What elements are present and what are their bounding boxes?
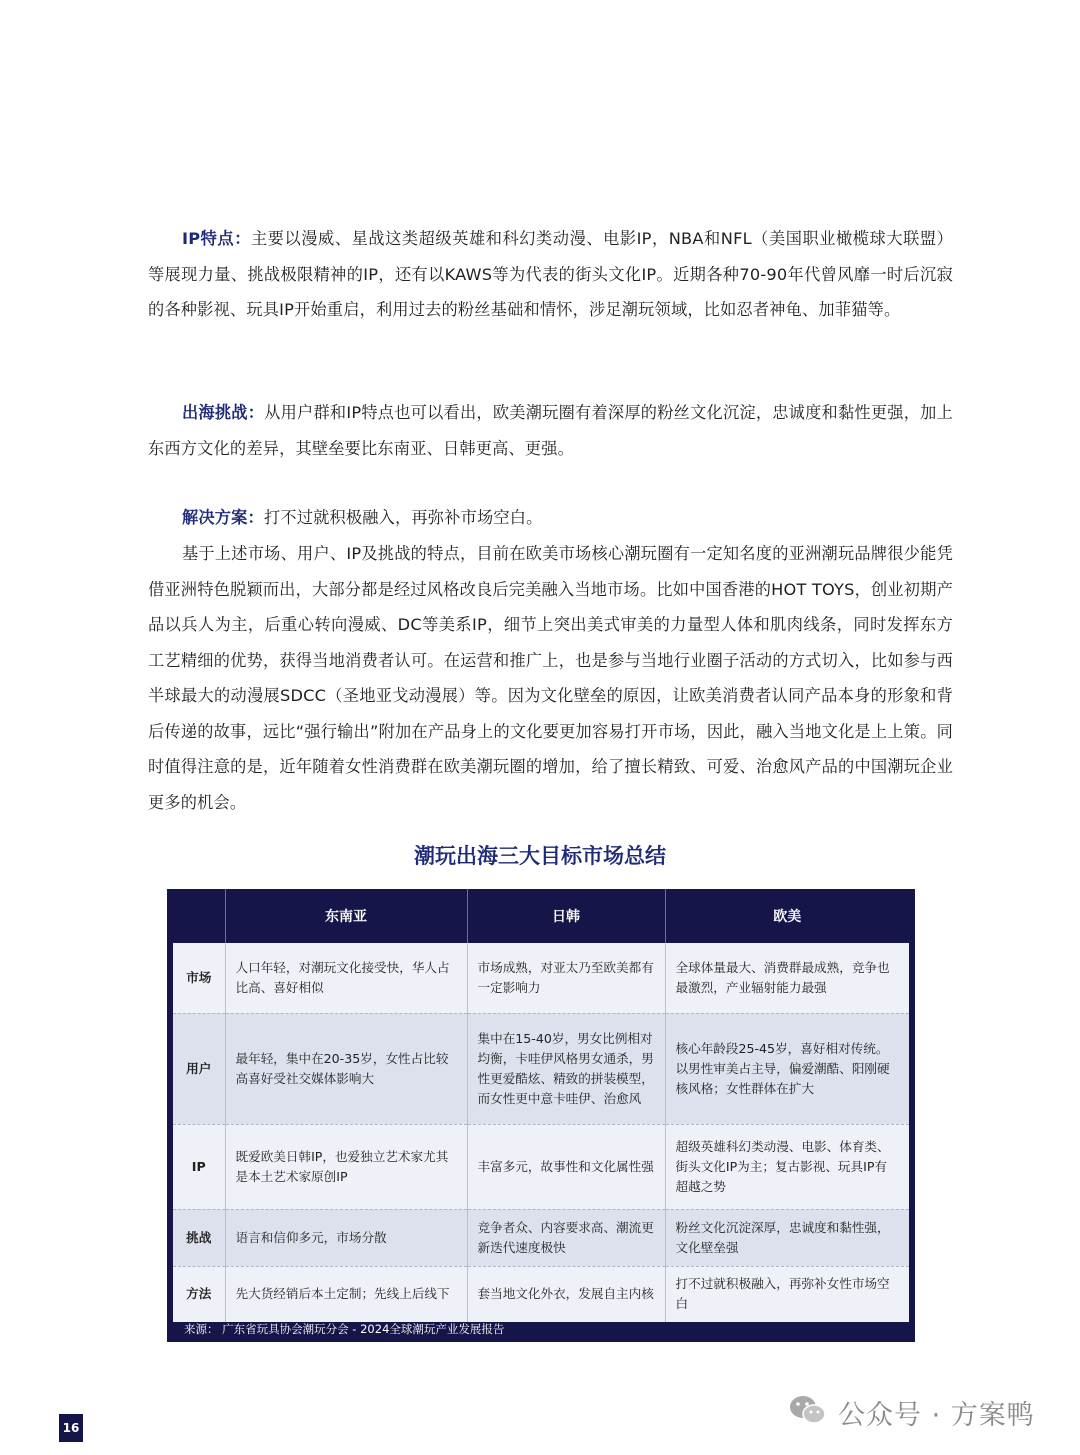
paragraph-text: 基于上述市场、用户、IP及挑战的特点，目前在欧美市场核心潮玩圈有一定知名度的亚洲潮玩品牌很少能凭借亚洲特色脱颖而出，大部分都是经过风格改良后完美融入当地市场。比如中国香港的HOT TOYS，创业初期产品以兵人为主，后重心转向漫威、DC等美系IP，细节上突出美式审美的力量型人体和肌肉线条，同时发挥东方工艺精细的优势，获得当地消费者认可。在运营和推广上，也是参与当地行业圈子活动的方式切入，比如参与西半球最大的动漫展SDCC（圣地亚戈动漫展）等。因为文化壁垒的原因，让欧美消费者认同产品本身的形象和背后传递的故事，远比“强行输出”附加在产品身上的文化要更加容易打开市场，因此，融入当地文化是上上策。同时值得注意的是，近年随着女性消费群在欧美潮玩圈的增加，给了擅长精致、可爱、治愈风产品的中国潮玩企业更多的机会。 (148, 544, 953, 812)
watermark-text: 公众号 · 方案鸭 (838, 1399, 1035, 1431)
table-header-southeast-asia: 东南亚 (225, 889, 467, 943)
table-row-ip (173, 1124, 909, 1209)
market-summary-table (167, 889, 915, 1342)
table-cell: 全球体量最大、消费群最成熟，竞争也最激烈，产业辐射能力最强 (665, 943, 909, 1013)
table-cell: 粉丝文化沉淀深厚，忠诚度和黏性强，文化壁垒强 (665, 1209, 909, 1266)
table-cell: 打不过就积极融入，再弥补女性市场空白 (665, 1266, 909, 1322)
market-table (173, 889, 909, 1322)
paragraph-analysis (148, 536, 953, 820)
row-label: 方法 (173, 1266, 225, 1322)
table-cell: 人口年轻，对潮玩文化接受快，华人占比高、喜好相似 (225, 943, 467, 1013)
table-row-users (173, 1013, 909, 1124)
table-cell: 既爱欧美日韩IP，也爱独立艺术家尤其是本土艺术家原创IP (225, 1124, 467, 1209)
table-cell: 竞争者众、内容要求高、潮流更新迭代速度极快 (467, 1209, 665, 1266)
page-number: 16 (59, 1414, 83, 1442)
table-cell: 套当地文化外衣，发展自主内核 (467, 1266, 665, 1322)
table-cell: 超级英雄科幻类动漫、电影、体育类、街头文化IP为主；复古影视、玩具IP有超越之势 (665, 1124, 909, 1209)
row-label: 市场 (173, 943, 225, 1013)
paragraph-text: 主要以漫威、星战这类超级英雄和科幻类动漫、电影IP，NBA和NFL（美国职业橄榄球大联盟）等展现力量、挑战极限精神的IP，还有以KAWS等为代表的街头文化IP。近期各种70-90年代曾风靡一时后沉寂的各种影视、玩具IP开始重启，利用过去的粉丝基础和情怀，涉足潮玩领域，比如忍者神龟、加菲猫等。 (148, 229, 954, 319)
table-cell: 集中在15-40岁，男女比例相对均衡，卡哇伊风格男女通杀，男性更爱酷炫、精致的拼装模型，而女性更中意卡哇伊、治愈风 (467, 1013, 665, 1124)
paragraph-lead: 解决方案： (182, 508, 264, 527)
table-source: 来源： 广东省玩具协会潮玩分会 - 2024全球潮玩产业发展报告 (184, 1322, 505, 1336)
table-cell: 最年轻，集中在20-35岁，女性占比较高喜好受社交媒体影响大 (225, 1013, 467, 1124)
table-header-europe-america: 欧美 (665, 889, 909, 943)
row-label: 用户 (173, 1013, 225, 1124)
table-header-japan-korea: 日韩 (467, 889, 665, 943)
table-cell: 市场成熟，对亚太乃至欧美都有一定影响力 (467, 943, 665, 1013)
paragraph-text: 从用户群和IP特点也可以看出，欧美潮玩圈有着深厚的粉丝文化沉淀，忠诚度和黏性更强，加上东西方文化的差异，其壁垒要比东南亚、日韩更高、更强。 (148, 403, 953, 458)
paragraph-solution (148, 500, 953, 536)
table-cell: 核心年龄段25-45岁，喜好相对传统。以男性审美占主导，偏爱潮酷、阳刚硬核风格；女性群体在扩大 (665, 1013, 909, 1124)
paragraph-overseas-challenge (148, 395, 953, 466)
row-label: 挑战 (173, 1209, 225, 1266)
table-cell: 语言和信仰多元，市场分散 (225, 1209, 467, 1266)
table-cell: 先大货经销后本土定制；先线上后线下 (225, 1266, 467, 1322)
wechat-watermark (788, 1393, 1035, 1431)
wechat-icon (788, 1393, 828, 1431)
paragraph-text: 打不过就积极融入，再弥补市场空白。 (263, 508, 543, 527)
paragraph-ip-features (148, 221, 953, 328)
paragraph-lead: IP特点： (182, 229, 251, 248)
table-header-corner (173, 889, 225, 943)
paragraph-lead: 出海挑战： (182, 403, 265, 422)
table-row-market (173, 943, 909, 1013)
table-cell: 丰富多元，故事性和文化属性强 (467, 1124, 665, 1209)
table-row-challenge (173, 1209, 909, 1266)
table-header-row (173, 889, 909, 943)
table-title: 潮玩出海三大目标市场总结 (414, 844, 666, 868)
row-label: IP (173, 1124, 225, 1209)
table-row-method (173, 1266, 909, 1322)
